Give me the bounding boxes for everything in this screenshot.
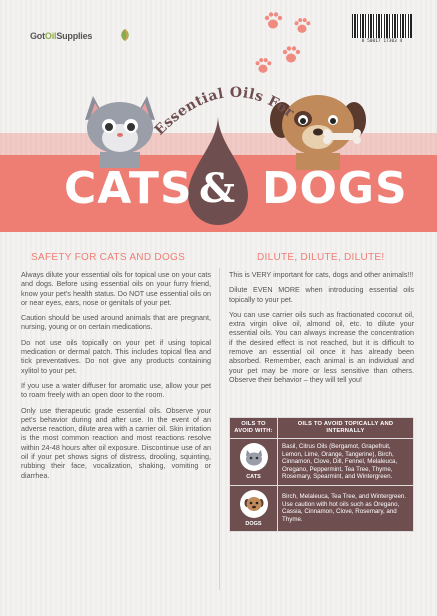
left-paragraph: If you use a water diffuser for aromatic use, allow your pet to roam freely with an open door to the room. xyxy=(21,380,211,400)
oils-to-avoid-table xyxy=(229,417,414,532)
right-column-title: DILUTE, DILUTE, DILUTE! xyxy=(257,252,385,263)
left-column-body xyxy=(21,270,211,486)
oils-cell: Basil, Citrus Oils (Bergamot, Grapefruit, Lemon, Lime, Orange, Tangerine), Birch, Cinnamon, Clove, Dill, Fennel, Melaleuca, Oregano, Peppermint, Tea Tree, Thyme, Rosemary, Spearmint, and Wintergreen. xyxy=(278,439,414,486)
paw-print-icon xyxy=(262,10,284,32)
right-paragraph: Dilute EVEN MORE when introducing essential oils topically to your pet. xyxy=(229,285,414,304)
hero-title-dogs: DOGS xyxy=(262,163,408,214)
paw-print-icon xyxy=(280,44,302,66)
left-paragraph: Caution should be used around animals that are pregnant, nursing, young or on certain medications. xyxy=(21,313,211,332)
table-row xyxy=(230,439,414,486)
brand-part-1: Got xyxy=(30,31,45,41)
oils-cell: Birch, Melaleuca, Tea Tree, and Wintergreen. Use caution with hot oils such as Oregano, Cassia, Cinnamon, Clove, Rosemary, and Thyme. xyxy=(278,485,414,531)
paw-print-icon xyxy=(292,16,312,36)
left-paragraph: Do not use oils topically on your pet if using topical medication or dermal patch. This includes topical flea and tick preventatives. Do not give any products containing xylitol to your pet. xyxy=(21,337,211,375)
hero-ampersand: & xyxy=(199,165,236,212)
barcode-bars xyxy=(352,14,412,38)
dog-avatar-icon xyxy=(240,490,268,518)
animal-label: CATS xyxy=(246,474,261,481)
animal-cell xyxy=(230,485,278,531)
brand-part-3: Supplies xyxy=(56,31,93,41)
paw-print-icon xyxy=(253,56,273,76)
right-paragraph: You can use carrier oils such as fractionated coconut oil, extra virgin olive oil, almond oil, etc. to dilute your essential oils. You can always increase the concentration if the desired effect is not reached, but it is difficult to remove an essential oil once it has already been absorbed. Remember, each animal is an individual and your pet may be more or less sensitive than others. Observe their behavior – they will tell you! xyxy=(229,309,414,384)
arc-text-path: Essential Oils For xyxy=(151,84,298,138)
barcode xyxy=(352,14,412,50)
hero-title-cats: CATS xyxy=(64,163,193,214)
brand-logo xyxy=(30,31,92,41)
right-paragraph: This is VERY important for cats, dogs and other animals!!! xyxy=(229,270,414,279)
cat-avatar-icon xyxy=(240,443,268,471)
barcode-digits: 8 50017 17303 4 xyxy=(361,39,403,44)
table-header-row xyxy=(230,418,414,439)
animal-cell xyxy=(230,439,278,486)
table-header-oils: OILS TO AVOID TOPICALLY AND INTERNALLY xyxy=(278,418,414,439)
animal-label: DOGS xyxy=(245,520,262,527)
left-paragraph: Always dilute your essential oils for topical use on your cats and dogs. Before using essential oils on your furry friend, know your pet’s health status. Do NOT use essential oils on or near eyes, ears, nose or genitals of your pet. xyxy=(21,270,211,307)
table-row xyxy=(230,485,414,531)
column-divider xyxy=(219,268,220,590)
leaf-icon xyxy=(119,28,131,42)
brand-part-2: Oil xyxy=(44,31,57,41)
left-column-title: SAFETY FOR CATS AND DOGS xyxy=(31,252,186,263)
right-column-body xyxy=(229,270,414,390)
table-header-animal: OILS TO AVOID WITH: xyxy=(230,418,278,439)
left-paragraph: Only use therapeutic grade essential oils. Observe your pet’s behavior during and after use. In the event of an adverse reaction, dilute area with a carrier oil. Skin irritation is the most common reaction and most reactions resolve within 24-48 hours after oil exposure. Discontinue use of an oil if your pet shows signs of distress, drooling, squinting, rubbing their face, vocalization, shaking, vomiting or diarrhea. xyxy=(21,405,211,480)
